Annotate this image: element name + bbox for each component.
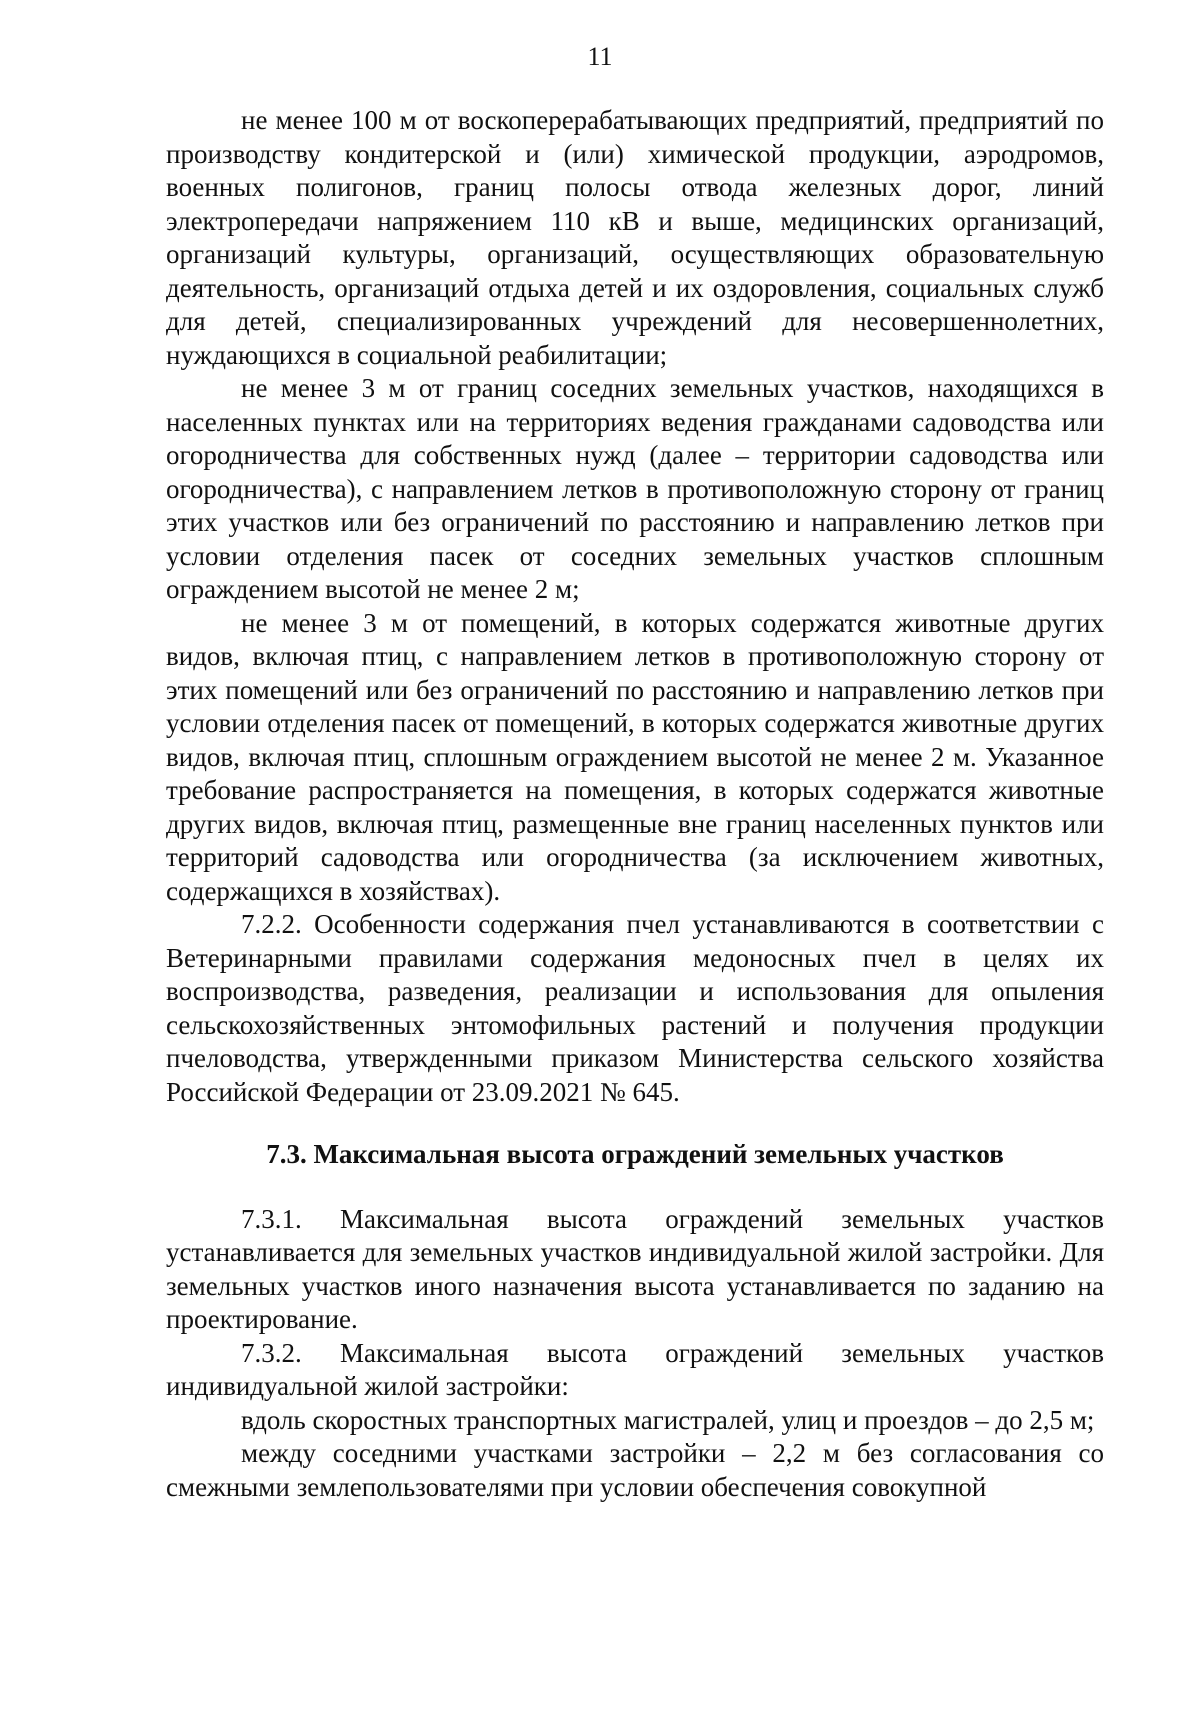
- paragraph-7-3-2: 7.3.2. Максимальная высота ограждений земельных участков индивидуальной жилой застройки:: [166, 1337, 1104, 1401]
- paragraph-along-roads: вдоль скоростных транспортных магистралей, улиц и проездов – до 2,5 м;: [241, 1404, 1095, 1435]
- page-number: 11: [587, 42, 613, 71]
- paragraph-distance-from-neighbor-plots: не менее 3 м от границ соседних земельных участков, находящихся в населенных пунктах или на территориях ведения гражданами садоводства или огородничества для собственных нужд (далее – территории садоводства или огородничества), с направлением летков в противоположную сторону от границ этих участков или без ограничений по расстоянию и направлению летков при условии отделения пасек от соседних земельных участков сплошным ограждением высотой не менее 2 м;: [166, 373, 1104, 604]
- paragraph-distance-from-enterprises: не менее 100 м от воскоперерабатывающих предприятий, предприятий по производству кондитерской и (или) химической продукции, аэродромов, военных полигонов, границ полосы отвода железных дорог, линий электропередачи напряжением 110 кВ и выше, медицинских организаций, организаций культуры, организаций, осуществляющих образовательную деятельность, организаций отдыха детей и их оздоровления, социальных служб для детей, специализированных учреждений для несовершеннолетних, нуждающихся в социальной реабилитации;: [166, 105, 1104, 370]
- paragraph-7-2-2: 7.2.2. Особенности содержания пчел устанавливаются в соответствии с Ветеринарными правилами содержания медоносных пчел в целях их воспроизводства, разведения, реализации и использования для опыления сельскохозяйственных энтомофильных растений и получения продукции пчеловодства, утвержденными приказом Министерства сельского хозяйства Российской Федерации от 23.09.2021 № 645.: [166, 909, 1104, 1107]
- spacer: [166, 1172, 1104, 1203]
- paragraph-distance-from-animal-premises: не менее 3 м от помещений, в которых содержатся животные других видов, включая птиц, с направлением летков в противоположную сторону от этих помещений или без ограничений по расстоянию и направлению летков при условии отделения пасек от помещений, в которых содержатся животные других видов, включая птиц, сплошным ограждением высотой не менее 2 м. Указанное требование распространяется на помещения, в которых содержатся животные других видов, включая птиц, размещенные вне границ населенных пунктов или территорий садоводства или огородничества (за исключением животных, содержащихся в хозяйствах).: [166, 607, 1104, 906]
- paragraph-between-plots: между соседними участками застройки – 2,2 м без согласования со смежными землепользователями при условии обеспечения совокупной: [166, 1438, 1104, 1502]
- document-body: [166, 104, 1104, 1504]
- paragraph-7-3-1: 7.3.1. Максимальная высота ограждений земельных участков устанавливается для земельных участков индивидуальной жилой застройки. Для земельных участков иного назначения высота устанавливается по заданию на проектирование.: [166, 1203, 1104, 1334]
- spacer: [166, 1109, 1104, 1138]
- section-heading-7-3: 7.3. Максимальная высота ограждений земельных участков: [266, 1139, 1004, 1169]
